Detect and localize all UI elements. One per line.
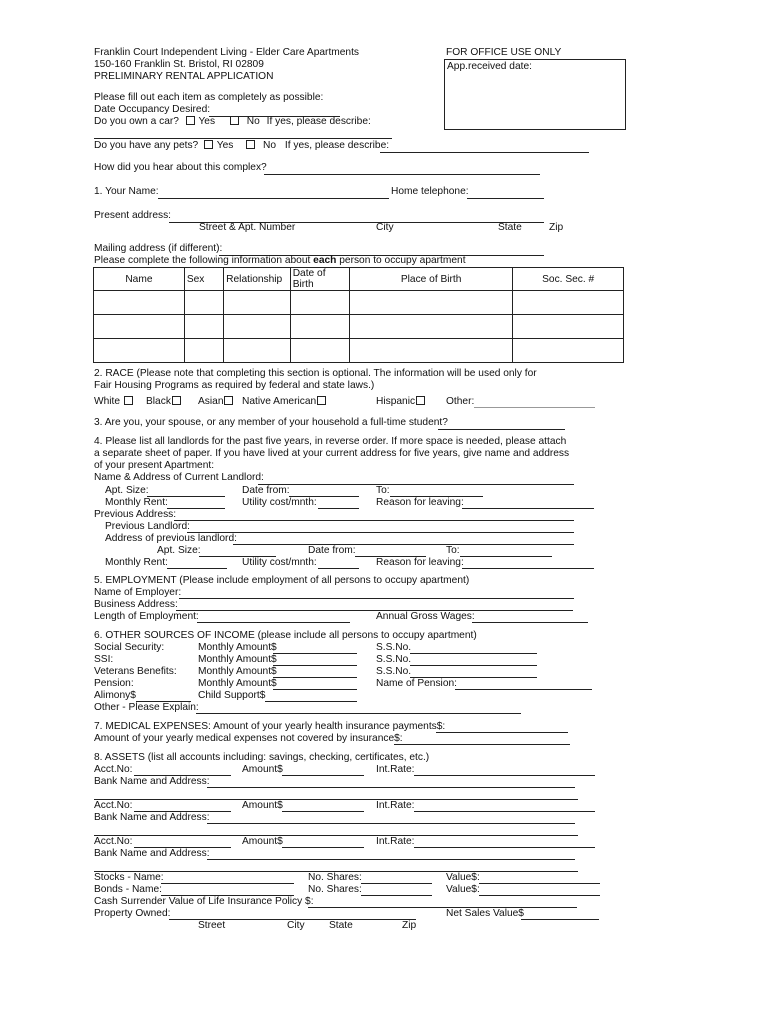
veterans-ssno-label: S.S.No. xyxy=(376,666,412,677)
landlords-line-2: a separate sheet of paper. If you have lived at your current address for five years, give name and address xyxy=(94,448,570,459)
veterans-monthly-field[interactable] xyxy=(273,677,357,678)
previous-address-field[interactable] xyxy=(174,520,574,521)
property-city-hint: City xyxy=(287,920,305,931)
acct2-amount-label: Amount$ xyxy=(242,800,283,811)
race-hispanic xyxy=(376,396,426,408)
col-date-of-birth: Date of Birth xyxy=(290,268,349,291)
acct1-bank-label: Bank Name and Address: xyxy=(94,776,210,787)
car-describe-field[interactable] xyxy=(94,138,392,139)
prev-reason-field[interactable] xyxy=(462,568,594,569)
veterans-label: Veterans Benefits: xyxy=(94,666,177,677)
prev-utility-field[interactable] xyxy=(318,568,359,569)
to-label: To: xyxy=(376,485,390,496)
previous-landlord-field[interactable] xyxy=(187,532,574,533)
pets-describe-label: If yes, please describe: xyxy=(284,140,390,151)
office-use-title: FOR OFFICE USE ONLY xyxy=(446,47,562,58)
acct2-bank-field[interactable] xyxy=(207,823,575,824)
social-security-label: Social Security: xyxy=(94,642,165,653)
present-address-label: Present address: xyxy=(94,210,172,221)
medical-expenses-field[interactable] xyxy=(394,744,570,745)
pets-label: Do you have any pets? xyxy=(94,140,199,151)
acct3-rate-field[interactable] xyxy=(414,847,595,848)
home-telephone-label: Home telephone: xyxy=(391,186,469,197)
office-use-box xyxy=(444,59,626,130)
cell-sex[interactable] xyxy=(184,339,223,363)
prev-monthly-rent-label: Monthly Rent: xyxy=(105,557,168,568)
reason-label: Reason for leaving: xyxy=(376,497,464,508)
col-place-of-birth: Place of Birth xyxy=(349,268,512,291)
prev-utility-label: Utility cost/mnth: xyxy=(242,557,317,568)
ssi-label: SSI: xyxy=(94,654,114,665)
landlords-line-1: 4. Please list all landlords for the past five years, in reverse order. If more space is needed, please attach xyxy=(94,436,567,447)
cell-relationship[interactable] xyxy=(224,339,291,363)
length-employment-field[interactable] xyxy=(197,622,350,623)
annual-wages-label: Annual Gross Wages: xyxy=(376,611,475,622)
stocks-value-label: Value$: xyxy=(446,872,480,883)
zip-hint: Zip xyxy=(549,222,564,233)
ss-ssno-field[interactable] xyxy=(410,653,537,654)
complete-info-post: person to occupy apartment xyxy=(336,255,466,266)
bonds-label: Bonds - Name: xyxy=(94,884,162,895)
stocks-shares-field[interactable] xyxy=(361,883,432,884)
col-relationship: Relationship xyxy=(224,268,291,291)
property-zip-hint: Zip xyxy=(402,920,417,931)
property-label: Property Owned: xyxy=(94,908,171,919)
pets-yes-label: Yes xyxy=(216,140,234,151)
car-yes-checkbox[interactable] xyxy=(186,116,195,125)
medical-line-1: 7. MEDICAL EXPENSES: Amount of your yearly health insurance payments$: xyxy=(94,721,446,732)
current-landlord-label: Name & Address of Current Landlord: xyxy=(94,472,264,483)
race-black xyxy=(146,396,182,408)
veterans-monthly-label: Monthly Amount$ xyxy=(198,666,277,677)
prev-to-field[interactable] xyxy=(460,556,552,557)
hear-field[interactable] xyxy=(264,174,540,175)
property-street-hint: Street xyxy=(198,920,226,931)
pets-no-label: No xyxy=(263,140,277,151)
landlords-line-3: of your present Apartment: xyxy=(94,460,215,471)
health-insurance-field[interactable] xyxy=(436,732,568,733)
race-white xyxy=(94,396,134,408)
acct3-rate-label: Int.Rate: xyxy=(376,836,415,847)
state-hint: State xyxy=(498,222,522,233)
cell-relationship[interactable] xyxy=(224,315,291,339)
ss-monthly-label: Monthly Amount$ xyxy=(198,642,277,653)
race-white-label: White xyxy=(94,396,121,407)
race-native xyxy=(242,396,327,408)
cell-place-of-birth[interactable] xyxy=(349,291,512,315)
cell-soc-sec[interactable] xyxy=(513,339,624,363)
your-name-field[interactable] xyxy=(158,198,389,199)
utility-field[interactable] xyxy=(318,508,359,509)
business-address-label: Business Address: xyxy=(94,599,178,610)
race-native-checkbox[interactable] xyxy=(317,396,326,405)
reason-field[interactable] xyxy=(462,508,594,509)
ssi-ssno-field[interactable] xyxy=(410,665,537,666)
cell-relationship[interactable] xyxy=(224,291,291,315)
other-explain-label: Other - Please Explain: xyxy=(94,702,199,713)
table-header-row xyxy=(94,268,624,291)
cell-name[interactable] xyxy=(94,315,185,339)
cell-sex[interactable] xyxy=(184,315,223,339)
race-line-2: Fair Housing Programs as required by federal and state laws.) xyxy=(94,380,375,391)
cell-soc-sec[interactable] xyxy=(513,315,624,339)
csv-field[interactable] xyxy=(308,907,577,908)
acct2-bank-field-2[interactable] xyxy=(94,835,578,836)
race-asian xyxy=(198,396,234,408)
acct1-bank-field[interactable] xyxy=(207,787,575,788)
acct1-amount-field[interactable] xyxy=(282,775,364,776)
race-white-checkbox[interactable] xyxy=(124,396,133,405)
table-row xyxy=(94,339,624,363)
prev-monthly-rent-field[interactable] xyxy=(167,568,227,569)
race-asian-label: Asian xyxy=(198,396,224,407)
city-hint: City xyxy=(376,222,394,233)
date-occupancy-label: Date Occupancy Desired: xyxy=(94,104,211,115)
student-label: 3. Are you, your spouse, or any member of your household a full-time student? xyxy=(94,417,448,428)
acct2-rate-label: Int.Rate: xyxy=(376,800,415,811)
cell-place-of-birth[interactable] xyxy=(349,339,512,363)
race-black-label: Black xyxy=(146,396,171,407)
ss-monthly-field[interactable] xyxy=(273,653,357,654)
bonds-shares-field[interactable] xyxy=(361,895,432,896)
employer-field[interactable] xyxy=(179,598,574,599)
cell-dob[interactable] xyxy=(290,339,349,363)
pension-monthly-label: Monthly Amount$ xyxy=(198,678,277,689)
table-row xyxy=(94,315,624,339)
acct1-amount-label: Amount$ xyxy=(242,764,283,775)
acct2-rate-field[interactable] xyxy=(414,811,595,812)
race-asian-checkbox[interactable] xyxy=(224,396,233,405)
bonds-value-field[interactable] xyxy=(479,895,600,896)
own-car-row xyxy=(94,116,371,128)
pension-label: Pension: xyxy=(94,678,134,689)
cell-place-of-birth[interactable] xyxy=(349,315,512,339)
stocks-label: Stocks - Name: xyxy=(94,872,164,883)
prev-reason-label: Reason for leaving: xyxy=(376,557,464,568)
form-title: PRELIMINARY RENTAL APPLICATION xyxy=(94,71,274,82)
business-address-field[interactable] xyxy=(176,610,573,611)
pets-no-checkbox[interactable] xyxy=(246,140,255,149)
race-hispanic-label: Hispanic xyxy=(376,396,416,407)
table-row xyxy=(94,291,624,315)
annual-wages-field[interactable] xyxy=(472,622,588,623)
other-explain-field[interactable] xyxy=(196,713,521,714)
medical-line-2: Amount of your yearly medical expenses not covered by insurance$: xyxy=(94,733,403,744)
race-other-label: Other: xyxy=(446,396,475,407)
employer-label: Name of Employer: xyxy=(94,587,182,598)
col-soc-sec: Soc. Sec. # xyxy=(513,268,624,291)
stocks-shares-label: No. Shares: xyxy=(308,872,362,883)
utility-label: Utility cost/mnth: xyxy=(242,497,317,508)
acct3-amount-label: Amount$ xyxy=(242,836,283,847)
cell-name[interactable] xyxy=(94,291,185,315)
car-describe-label: If yes, please describe: xyxy=(266,116,371,127)
other-income-title: 6. OTHER SOURCES OF INCOME (please include all persons to occupy apartment) xyxy=(94,630,477,641)
cell-dob[interactable] xyxy=(290,291,349,315)
mailing-address-label: Mailing address (if different): xyxy=(94,243,223,254)
complete-info-instruction xyxy=(94,255,466,267)
acct1-rate-label: Int.Rate: xyxy=(376,764,415,775)
acct1-rate-field[interactable] xyxy=(414,775,595,776)
acct2-bank-label: Bank Name and Address: xyxy=(94,812,210,823)
street-hint: Street & Apt. Number xyxy=(199,222,296,233)
pets-yes-checkbox[interactable] xyxy=(204,140,213,149)
acct3-amount-field[interactable] xyxy=(282,847,364,848)
acct1-bank-field-2[interactable] xyxy=(94,799,578,800)
office-received-label: App.received date: xyxy=(447,61,532,72)
race-black-checkbox[interactable] xyxy=(172,396,181,405)
ssi-ssno-label: S.S.No. xyxy=(376,654,412,665)
acct3-bank-label: Bank Name and Address: xyxy=(94,848,210,859)
bonds-value-label: Value$: xyxy=(446,884,480,895)
stocks-field[interactable] xyxy=(161,883,294,884)
bonds-shares-label: No. Shares: xyxy=(308,884,362,895)
complete-info-pre: Please complete the following information about xyxy=(94,255,314,266)
ssi-monthly-label: Monthly Amount$ xyxy=(198,654,277,665)
your-name-label: 1. Your Name: xyxy=(94,186,159,197)
car-yes-label: Yes xyxy=(198,116,216,127)
instructions: Please fill out each item as completely as possible: xyxy=(94,92,324,103)
acct2-amount-field[interactable] xyxy=(282,811,364,812)
cell-sex[interactable] xyxy=(184,291,223,315)
prev-to-label: To: xyxy=(446,545,460,556)
assets-title: 8. ASSETS (list all accounts including: savings, checking, certificates, etc.) xyxy=(94,752,430,763)
previous-landlord-label: Previous Landlord: xyxy=(105,521,190,532)
property-state-hint: State xyxy=(329,920,353,931)
pension-monthly-field[interactable] xyxy=(273,689,357,690)
monthly-rent-label: Monthly Rent: xyxy=(105,497,168,508)
acct3-label: Acct.No: xyxy=(94,836,133,847)
previous-address-label: Previous Address: xyxy=(94,509,177,520)
previous-landlord-address-label: Address of previous landlord: xyxy=(105,533,237,544)
home-telephone-field[interactable] xyxy=(467,198,544,199)
cell-soc-sec[interactable] xyxy=(513,291,624,315)
pets-row xyxy=(94,140,389,152)
occupants-table xyxy=(93,267,624,363)
csv-label: Cash Surrender Value of Life Insurance Policy $: xyxy=(94,896,314,907)
prev-apt-size-label: Apt. Size: xyxy=(157,545,201,556)
hear-label: How did you hear about this complex? xyxy=(94,162,267,173)
child-support-field[interactable] xyxy=(265,701,357,702)
employment-title: 5. EMPLOYMENT (Please include employment of all persons to occupy apartment) xyxy=(94,575,470,586)
previous-landlord-address-field[interactable] xyxy=(233,544,574,545)
student-field[interactable] xyxy=(438,429,565,430)
ss-ssno-label: S.S.No. xyxy=(376,642,412,653)
length-employment-label: Length of Employment: xyxy=(94,611,199,622)
race-native-label: Native American xyxy=(242,396,317,407)
acct3-bank-field[interactable] xyxy=(207,859,575,860)
race-line-1: 2. RACE (Please note that completing this section is optional. The information will be used only for xyxy=(94,368,537,379)
child-support-label: Child Support$ xyxy=(198,690,266,701)
car-no-label: No xyxy=(246,116,260,127)
acct2-label: Acct.No: xyxy=(94,800,133,811)
ssi-monthly-field[interactable] xyxy=(273,665,357,666)
alimony-label: Alimony$ xyxy=(94,690,136,701)
date-from-label: Date from: xyxy=(242,485,290,496)
prev-date-from-label: Date from: xyxy=(308,545,356,556)
org-name: Franklin Court Independent Living - Elder Care Apartments xyxy=(94,47,360,58)
cell-dob[interactable] xyxy=(290,315,349,339)
car-no-checkbox[interactable] xyxy=(230,116,239,125)
cell-name[interactable] xyxy=(94,339,185,363)
race-other-field[interactable] xyxy=(474,407,595,408)
acct1-label: Acct.No: xyxy=(94,764,133,775)
pets-describe-field[interactable] xyxy=(380,152,589,153)
race-hispanic-checkbox[interactable] xyxy=(416,396,425,405)
apt-size-label: Apt. Size: xyxy=(105,485,149,496)
net-sales-field[interactable] xyxy=(521,919,599,920)
org-address: 150-160 Franklin St. Bristol, RI 02809 xyxy=(94,59,264,70)
own-car-label: Do you own a car? xyxy=(94,116,179,127)
col-name: Name xyxy=(94,268,185,291)
name-of-pension-field[interactable] xyxy=(455,689,592,690)
name-of-pension-label: Name of Pension: xyxy=(376,678,457,689)
current-landlord-field[interactable] xyxy=(258,484,574,485)
net-sales-label: Net Sales Value$ xyxy=(446,908,524,919)
complete-info-bold: each xyxy=(313,255,337,266)
stocks-value-field[interactable] xyxy=(479,883,600,884)
col-sex: Sex xyxy=(184,268,223,291)
